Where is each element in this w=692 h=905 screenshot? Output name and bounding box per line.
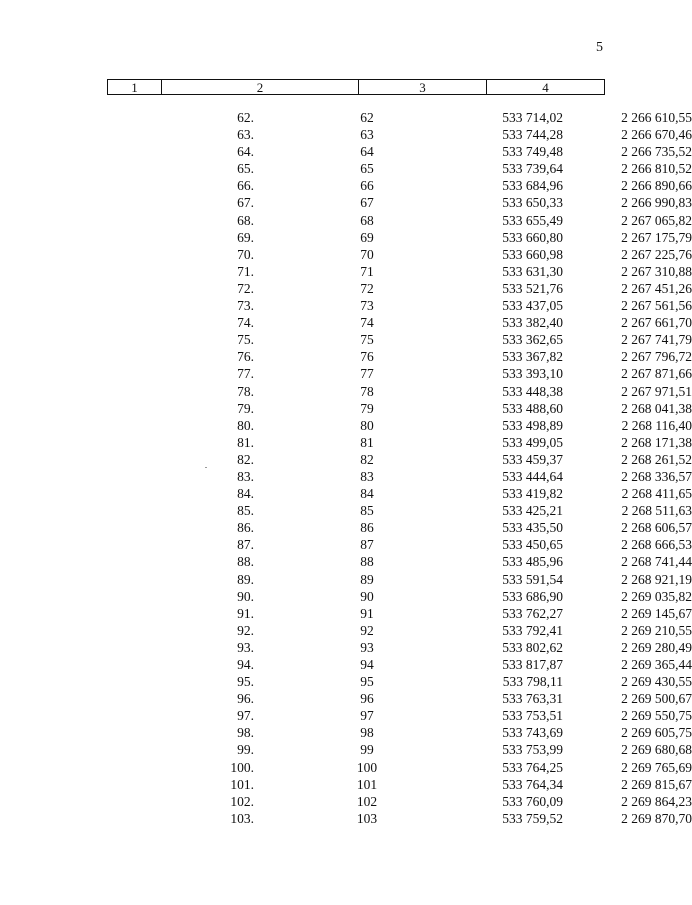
table-row — [107, 400, 692, 417]
point-number: 88 — [360, 554, 374, 570]
point-number: 86 — [360, 520, 374, 536]
row-number: 82. — [237, 451, 254, 467]
coordinate-x: 533 760,09 — [502, 793, 563, 809]
table-row — [107, 331, 692, 348]
row-number: 84. — [237, 486, 254, 502]
coordinate-y: 2 267 871,66 — [621, 366, 692, 382]
row-number: 103. — [230, 810, 254, 826]
coordinate-y: 2 267 796,72 — [621, 349, 692, 365]
row-number: 88. — [237, 554, 254, 570]
row-number: 93. — [237, 639, 254, 655]
row-number: 94. — [237, 657, 254, 672]
row-number: 76. — [237, 349, 254, 365]
table-row — [107, 297, 692, 314]
table-row — [107, 690, 692, 707]
point-number: 103 — [356, 810, 378, 826]
row-number: 87. — [237, 537, 254, 553]
point-number: 63 — [360, 127, 374, 143]
coordinate-x: 533 744,28 — [502, 127, 563, 143]
point-number: 89 — [360, 571, 374, 587]
point-number: 99 — [360, 742, 374, 758]
table-row — [107, 348, 692, 365]
point-number: 65 — [360, 161, 374, 177]
coordinate-y: 2 269 210,55 — [621, 622, 692, 638]
row-number: 69. — [237, 229, 254, 245]
table-row — [107, 502, 692, 519]
point-number: 97 — [360, 708, 374, 724]
row-number: 100. — [230, 759, 254, 775]
coordinate-y: 2 266 810,52 — [621, 161, 692, 177]
coordinate-x: 533 631,30 — [502, 263, 563, 279]
table-row — [107, 553, 692, 570]
row-number: 102. — [230, 793, 254, 809]
table-row — [107, 571, 692, 588]
row-number: 83. — [237, 468, 254, 484]
coordinate-x: 533 753,99 — [502, 742, 563, 758]
point-number: 90 — [360, 588, 374, 604]
table-row — [107, 810, 692, 827]
coordinate-y: 2 266 990,83 — [621, 195, 692, 211]
row-number: 99. — [237, 742, 254, 758]
coordinate-x: 533 419,82 — [502, 486, 563, 502]
coordinate-y: 2 269 870,70 — [621, 810, 692, 826]
table-row — [107, 536, 692, 553]
coordinate-x: 533 521,76 — [502, 280, 563, 296]
coordinate-x: 533 655,49 — [502, 212, 563, 228]
coordinate-y: 2 268 261,52 — [621, 451, 692, 467]
coordinate-y: 2 266 890,66 — [621, 178, 692, 194]
coordinate-x: 533 764,25 — [502, 759, 563, 775]
table-row — [107, 229, 692, 246]
table-row — [107, 212, 692, 229]
point-number: 72 — [360, 280, 374, 296]
coordinate-x: 533 435,50 — [502, 520, 563, 536]
row-number: 70. — [237, 246, 254, 262]
point-number: 69 — [360, 229, 374, 245]
row-number: 66. — [237, 178, 254, 194]
point-number: 83 — [360, 468, 374, 484]
coordinate-x: 533 762,27 — [502, 605, 563, 621]
coordinate-y: 2 268 666,53 — [621, 537, 692, 553]
point-number: 71 — [360, 263, 374, 279]
point-number: 82 — [360, 451, 374, 467]
point-number: 100 — [356, 759, 378, 775]
header-col-3: 3 — [359, 80, 487, 94]
point-number: 93 — [360, 639, 374, 655]
row-number: 71. — [237, 263, 254, 279]
coordinate-y: 2 268 041,38 — [621, 400, 692, 416]
row-number: 65. — [237, 161, 254, 177]
point-number: 81 — [360, 434, 374, 450]
coordinate-x: 533 498,89 — [502, 417, 563, 433]
table-row — [107, 724, 692, 741]
coordinate-y: 2 269 765,69 — [621, 759, 692, 775]
coordinate-y: 2 268 921,19 — [621, 571, 692, 587]
point-number: 85 — [360, 503, 374, 519]
coordinate-x: 533 448,38 — [502, 383, 563, 399]
coordinate-x: 533 759,52 — [502, 810, 563, 826]
point-number: 102 — [356, 793, 378, 809]
header-col-2: 2 — [162, 80, 359, 94]
row-number: 98. — [237, 725, 254, 741]
table-row — [107, 741, 692, 758]
table-row — [107, 605, 692, 622]
coordinate-x: 533 393,10 — [502, 366, 563, 382]
coordinate-y: 2 266 735,52 — [621, 144, 692, 160]
point-number: 79 — [360, 400, 374, 416]
table-row — [107, 673, 692, 690]
row-number: 63. — [237, 127, 254, 143]
point-number: 67 — [360, 195, 374, 211]
coordinate-y: 2 269 035,82 — [621, 588, 692, 604]
row-number: 77. — [237, 366, 254, 382]
coordinate-y: 2 266 670,46 — [621, 127, 692, 143]
coordinate-x: 533 499,05 — [502, 434, 563, 450]
table-row — [107, 194, 692, 211]
coordinate-x: 533 444,64 — [502, 468, 563, 484]
table-row — [107, 468, 692, 485]
row-number: 73. — [237, 298, 254, 314]
coordinate-y: 2 269 864,23 — [621, 793, 692, 809]
table-row — [107, 314, 692, 331]
table-row — [107, 365, 692, 382]
coordinate-x: 533 749,48 — [502, 144, 563, 160]
point-number: 78 — [360, 383, 374, 399]
table-row — [107, 417, 692, 434]
row-number: 79. — [237, 400, 254, 416]
row-number: 72. — [237, 280, 254, 296]
coordinate-y: 2 269 680,68 — [621, 742, 692, 758]
table-row — [107, 793, 692, 810]
table-row — [107, 263, 692, 280]
point-number: 101 — [356, 776, 378, 792]
table-row — [107, 588, 692, 605]
coordinate-x: 533 425,21 — [502, 503, 563, 519]
row-number: 64. — [237, 144, 254, 160]
table-row — [107, 622, 692, 639]
coordinates-table-body — [107, 109, 692, 827]
table-row — [107, 759, 692, 776]
row-number: 86. — [237, 520, 254, 536]
coordinate-y: 2 268 741,44 — [621, 554, 692, 570]
coordinate-x: 533 459,37 — [502, 451, 563, 467]
table-row — [107, 485, 692, 502]
table-row — [107, 656, 692, 673]
coordinate-y: 2 268 336,57 — [621, 468, 692, 484]
row-number: 75. — [237, 332, 254, 348]
point-number: 84 — [360, 486, 374, 502]
coordinate-y: 2 267 065,82 — [621, 212, 692, 228]
coordinate-x: 533 362,65 — [502, 332, 563, 348]
coordinate-x: 533 660,80 — [502, 229, 563, 245]
coordinate-x: 533 488,60 — [502, 400, 563, 416]
coordinate-y: 2 268 116,40 — [621, 417, 692, 433]
coordinate-x: 533 763,31 — [502, 691, 563, 707]
row-number: 78. — [237, 383, 254, 399]
row-number: 68. — [237, 212, 254, 228]
coordinate-y: 2 269 550,75 — [621, 708, 692, 724]
coordinate-x: 533 714,02 — [502, 110, 563, 125]
coordinate-x: 533 450,65 — [502, 537, 563, 553]
coordinate-x: 533 753,51 — [502, 708, 563, 724]
table-row — [107, 280, 692, 297]
row-number: 90. — [237, 588, 254, 604]
coordinate-y: 2 267 175,79 — [621, 229, 692, 245]
scan-speck — [205, 467, 207, 468]
coordinate-x: 533 802,62 — [502, 639, 563, 655]
coordinate-x: 533 792,41 — [502, 622, 563, 638]
row-number: 91. — [237, 605, 254, 621]
coordinate-y: 2 269 430,55 — [621, 674, 692, 690]
point-number: 95 — [360, 674, 374, 690]
table-row — [107, 143, 692, 160]
point-number: 92 — [360, 622, 374, 638]
coordinate-x: 533 660,98 — [502, 246, 563, 262]
coordinate-y: 2 267 310,88 — [621, 263, 692, 279]
point-number: 77 — [360, 366, 374, 382]
coordinate-x: 533 798,11 — [502, 674, 563, 690]
table-row — [107, 707, 692, 724]
point-number: 98 — [360, 725, 374, 741]
coordinate-y: 2 269 500,67 — [621, 691, 692, 707]
point-number: 64 — [360, 144, 374, 160]
row-number: 101. — [230, 776, 254, 792]
row-number: 95. — [237, 674, 254, 690]
point-number: 73 — [360, 298, 374, 314]
coordinate-y: 2 267 741,79 — [621, 332, 692, 348]
coordinate-y: 2 269 815,67 — [621, 776, 692, 792]
row-number: 89. — [237, 571, 254, 587]
coordinate-x: 533 817,87 — [502, 657, 563, 672]
coordinate-x: 533 684,96 — [502, 178, 563, 194]
point-number: 62 — [360, 110, 374, 125]
coordinate-y: 2 269 280,49 — [621, 639, 692, 655]
row-number: 96. — [237, 691, 254, 707]
coordinate-y: 2 268 411,65 — [621, 486, 692, 502]
table-row — [107, 109, 692, 126]
page-number: 5 — [596, 40, 603, 55]
table-row — [107, 126, 692, 143]
row-number: 81. — [237, 434, 254, 450]
coordinate-x: 533 739,64 — [502, 161, 563, 177]
row-number: 97. — [237, 708, 254, 724]
row-number: 67. — [237, 195, 254, 211]
coordinate-x: 533 382,40 — [502, 315, 563, 331]
row-number: 80. — [237, 417, 254, 433]
coordinate-y: 2 269 365,44 — [621, 657, 692, 672]
table-row — [107, 246, 692, 263]
coordinate-y: 2 269 145,67 — [621, 605, 692, 621]
coordinate-x: 533 764,34 — [502, 776, 563, 792]
table-row — [107, 776, 692, 793]
point-number: 96 — [360, 691, 374, 707]
coordinate-y: 2 268 511,63 — [621, 503, 692, 519]
point-number: 68 — [360, 212, 374, 228]
coordinate-y: 2 267 971,51 — [621, 383, 692, 399]
coordinate-y: 2 266 610,55 — [621, 110, 692, 125]
point-number: 75 — [360, 332, 374, 348]
point-number: 87 — [360, 537, 374, 553]
table-row — [107, 639, 692, 656]
point-number: 91 — [360, 605, 374, 621]
row-number: 85. — [237, 503, 254, 519]
coordinate-y: 2 267 225,76 — [621, 246, 692, 262]
point-number: 70 — [360, 246, 374, 262]
row-number: 74. — [237, 315, 254, 331]
coordinate-y: 2 269 605,75 — [621, 725, 692, 741]
coordinate-x: 533 743,69 — [502, 725, 563, 741]
row-number: 62. — [237, 110, 254, 125]
table-row — [107, 177, 692, 194]
point-number: 76 — [360, 349, 374, 365]
coordinate-y: 2 268 606,57 — [621, 520, 692, 536]
coordinate-y: 2 267 451,26 — [621, 280, 692, 296]
table-header — [107, 79, 605, 95]
point-number: 94 — [360, 657, 374, 672]
table-row — [107, 434, 692, 451]
coordinate-x: 533 437,05 — [502, 298, 563, 314]
point-number: 80 — [360, 417, 374, 433]
coordinate-x: 533 367,82 — [502, 349, 563, 365]
coordinate-x: 533 485,96 — [502, 554, 563, 570]
table-row — [107, 519, 692, 536]
table-row — [107, 383, 692, 400]
coordinate-y: 2 267 661,70 — [621, 315, 692, 331]
point-number: 74 — [360, 315, 374, 331]
coordinate-x: 533 650,33 — [502, 195, 563, 211]
table-row — [107, 160, 692, 177]
coordinate-x: 533 591,54 — [502, 571, 563, 587]
coordinate-x: 533 686,90 — [502, 588, 563, 604]
header-col-1: 1 — [108, 80, 162, 94]
table-row — [107, 451, 692, 468]
point-number: 66 — [360, 178, 374, 194]
coordinate-y: 2 267 561,56 — [621, 298, 692, 314]
row-number: 92. — [237, 622, 254, 638]
coordinate-y: 2 268 171,38 — [621, 434, 692, 450]
header-col-4: 4 — [542, 80, 549, 95]
